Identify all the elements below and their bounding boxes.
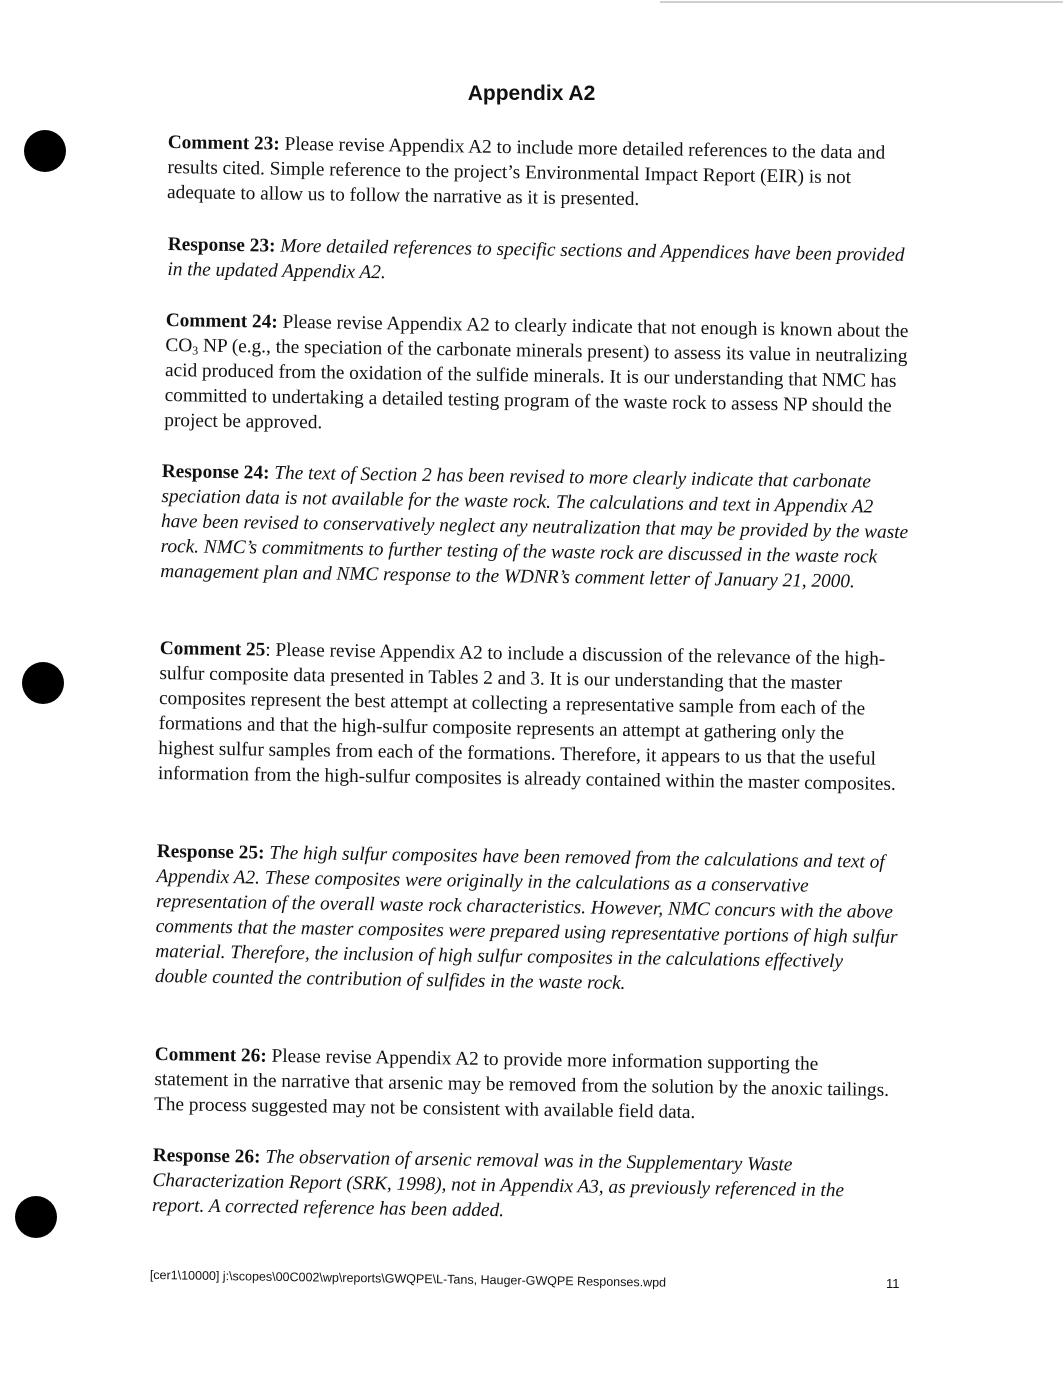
punch-hole xyxy=(24,130,66,172)
page-number: 11 xyxy=(886,1276,900,1291)
comment-23 xyxy=(167,130,890,216)
page-title: Appendix A2 xyxy=(467,82,596,105)
response-label: Response 26: xyxy=(152,1144,261,1168)
response-23 xyxy=(167,232,908,293)
comment-26 xyxy=(154,1042,895,1128)
comment-24 xyxy=(164,308,916,444)
comment-text: Please revise Appendix A2 to include more detailed references to the data and results cited. Simple reference to the project’s Environmental Impact Report (EIR) is not adequate to allow us to follow the narrative as it is presented. xyxy=(166,133,886,210)
response-24 xyxy=(160,459,912,595)
scan-edge-line xyxy=(660,1,1063,3)
response-text: The observation of arsenic removal was in the Supplementary Waste Characterization Report (SRK, 1998), not in Appendix A3, as previously referenced in the report. A corrected reference has been added. xyxy=(151,1146,845,1222)
response-text: More detailed references to specific sections and Appendices have been provided in the updated Appendix A2. xyxy=(167,235,905,284)
comment-label: Comment 26: xyxy=(154,1043,267,1067)
comment-label: Comment 25 xyxy=(159,637,266,661)
response-text: The text of Section 2 has been revised to more clearly indicate that carbonate speciation data is not available for the waste rock. The calculations and text in Appendix A2 have been revised to conservatively neglect any neutralization that may be provided by the waste rock. NMC’s commitments to further testing of the waste rock are discussed in the waste rock management plan and NMC response to the WDNR’s comment letter of January 21, 2000. xyxy=(160,462,909,593)
file-path-footer: [cer1\10000] j:\scopes\00C002\wp\reports\GWQPE\L-Tans, Hauger-GWQPE Responses.wpd xyxy=(149,1268,667,1290)
response-26 xyxy=(152,1143,893,1229)
comment-25 xyxy=(158,636,905,797)
comment-label: Comment 23: xyxy=(167,131,280,155)
response-25 xyxy=(155,839,899,1000)
response-label: Response 25: xyxy=(156,840,265,864)
comment-label: Comment 24: xyxy=(165,309,278,333)
response-label: Response 23: xyxy=(167,233,276,257)
comment-text: Please revise Appendix A2 to provide more information supporting the statement in the narrative that arsenic may be removed from the solution by the anoxic tailings. The process suggested may not be consistent with available field data. xyxy=(153,1045,890,1124)
punch-hole xyxy=(15,1196,57,1238)
comment-text: Please revise Appendix A2 to clearly indicate that not enough is known about the $CO_3$ NP (e.g., the speciation of the carbonate minerals present) to assess its value in neutralizing acid produced from the oxidation of the sulfide minerals. It is our understanding that NMC has committed to undertaking a detailed testing program of the waste rock to assess NP should the project be approved. xyxy=(164,311,909,434)
comment-text: : Please revise Appendix A2 to include a discussion of the relevance of the high-sulfur composite data presented in Tables 2 and 3. It is our understanding that the master composites represent the best attempt at collecting a representative sample from each of the formations and that the high-sulfur composite represents an attempt at gathering only the highest sulfur samples from each of the formations. Therefore, it appears to us that the useful information from the high-sulfur composites is already contained within the master composites. xyxy=(157,639,896,795)
response-text: The high sulfur composites have been removed from the calculations and text of Appendix A2. These composites were originally in the calculations as a conservative representation of the overall waste rock characteristics. However, NMC concurs with the above comments that the master composites were prepared using representative portions of high sulfur material. Therefore, the inclusion of high sulfur composites in the calculations effectively double counted the contribution of sulfides in the waste rock. xyxy=(154,842,898,994)
response-label: Response 24: xyxy=(161,460,270,484)
punch-hole xyxy=(22,662,64,704)
